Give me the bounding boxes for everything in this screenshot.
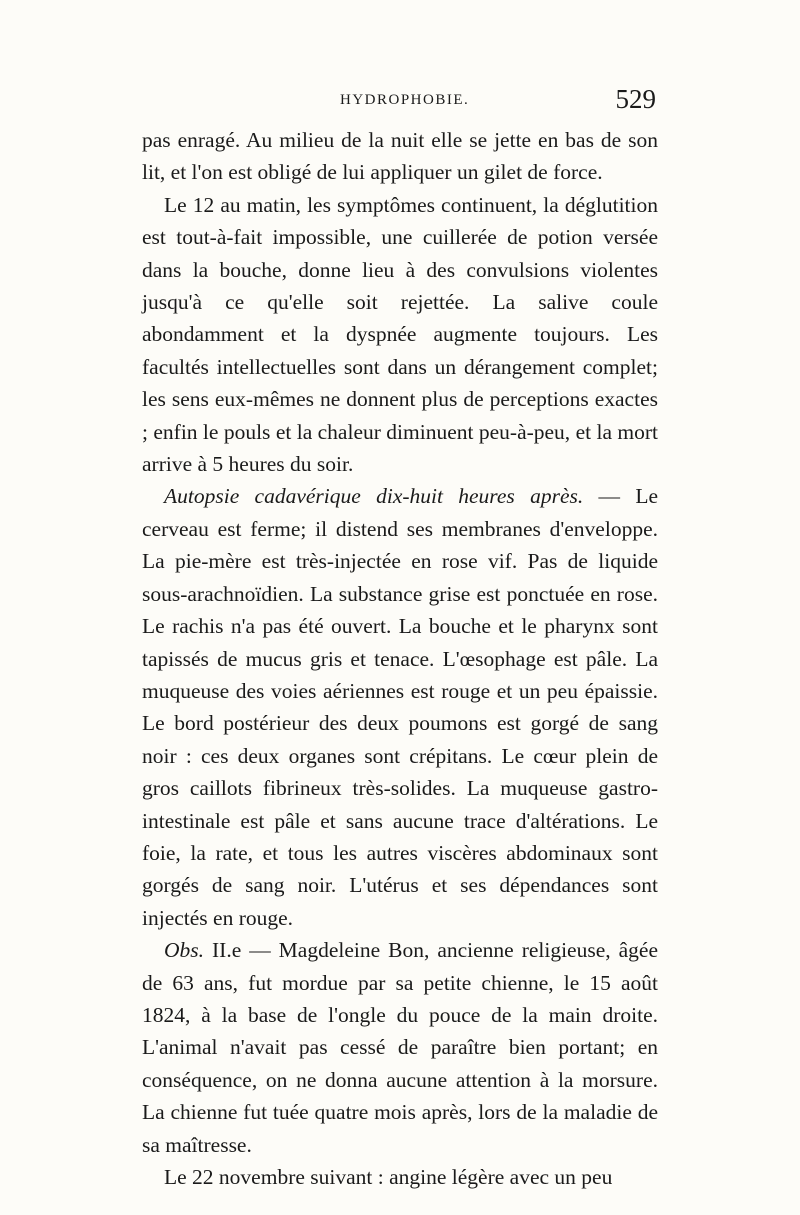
paragraph-text: Le 12 au matin, les symptômes continuent, la déglutition est tout-à-fait impossible, une cuillerée de potion versée dans la bouche, donne lieu à des convulsions violentes jusqu'à ce qu'elle soit rejettée. La salive coule abondamment et la dyspnée augmente toujours. Les facultés intellectuelles sont dans un dérangement complet; les sens eux-mêmes ne donnent plus de perceptions exactes ; enfin le pouls et la chaleur diminuent peu-à-peu, et la mort arrive à 5 heures du soir.	[142, 192, 658, 477]
paragraph	[142, 189, 658, 481]
paragraph	[142, 480, 658, 934]
running-title: HYDROPHOBIE.	[340, 92, 470, 108]
page-number: 529	[615, 84, 656, 114]
paragraph	[142, 124, 658, 189]
section-heading-obs: Obs.	[164, 938, 205, 963]
body-text	[142, 124, 658, 1193]
paragraph-text: Le 22 novembre suivant : angine légère avec un peu	[164, 1165, 613, 1189]
paragraph	[142, 1161, 658, 1193]
page-header	[142, 84, 656, 128]
paragraph-text: II.e — Magdeleine Bon, ancienne religieuse, âgée de 63 ans, fut mordue par sa petite chienne, le 15 août 1824, à la base de l'ongle du pouce de la main droite. L'animal n'avait pas cessé de paraître bien portant; en conséquence, on ne donna aucune attention à la morsure. La chienne fut tuée quatre mois après, lors de la maladie de sa maîtresse.	[142, 938, 658, 1157]
paragraph-text: pas enragé. Au milieu de la nuit elle se jette en bas de son lit, et l'on est obligé de lui appliquer un gilet de force.	[142, 128, 658, 185]
paragraph-text: — Le cerveau est ferme; il distend ses membranes d'enveloppe. La pie-mère est très-injectée en rose vif. Pas de liquide sous-arachnoïdien. La substance grise est ponctuée en rose. Le rachis n'a pas été ouvert. La bouche et le pharynx sont tapissés de mucus gris et tenace. L'œsophage est pâle. La muqueuse des voies aériennes est rouge et un peu épaissie. Le bord postérieur des deux poumons est gorgé de sang noir : ces deux organes sont crépitans. Le cœur plein de gros caillots fibrineux très-solides. La muqueuse gastro-intestinale est pâle et sans aucune trace d'altérations. Le foie, la rate, et tous les autres viscères abdominaux sont gorgés de sang noir. L'utérus et ses dépendances sont injectés en rouge.	[142, 484, 658, 930]
paragraph	[142, 934, 658, 1161]
section-heading-autopsie: Autopsie cadavérique dix-huit heures après.	[164, 484, 584, 509]
